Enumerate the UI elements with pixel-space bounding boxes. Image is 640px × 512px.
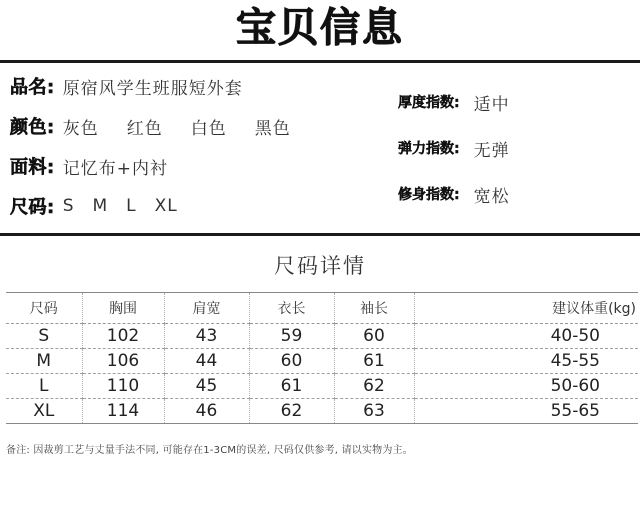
cell-sleeve: 61 xyxy=(334,349,414,374)
table-row xyxy=(6,349,638,374)
cell-length: 62 xyxy=(249,399,334,424)
thickness-label: 厚度指数: xyxy=(398,95,460,111)
cell-chest: 114 xyxy=(82,399,164,424)
page-title: 宝贝信息 xyxy=(236,5,404,51)
elasticity-value: 无弹 xyxy=(473,140,510,161)
cell-shoulder: 43 xyxy=(164,324,249,349)
product-color-row xyxy=(10,114,311,138)
cell-size: S xyxy=(6,324,82,349)
cell-size: XL xyxy=(6,399,82,424)
size-s: S xyxy=(62,196,75,216)
cell-sleeve: 60 xyxy=(334,324,414,349)
thickness-value: 适中 xyxy=(473,94,510,115)
fit-value: 宽松 xyxy=(473,186,510,207)
thickness-row xyxy=(398,90,510,114)
top-divider xyxy=(0,60,640,63)
table-row xyxy=(6,399,638,424)
product-fabric-label: 面料: xyxy=(10,157,55,178)
color-gray: 灰色 xyxy=(62,118,99,139)
product-color-label: 颜色: xyxy=(10,117,55,138)
header-weight: 建议体重(kg) xyxy=(414,293,638,324)
cell-shoulder: 45 xyxy=(164,374,249,399)
size-l: L xyxy=(126,196,137,216)
cell-weight: 40-50 xyxy=(414,324,638,349)
cell-shoulder: 44 xyxy=(164,349,249,374)
table-header-row xyxy=(6,293,638,324)
size-xl: XL xyxy=(154,196,178,216)
size-chart-title: 尺码详情 xyxy=(274,254,366,278)
footnote: 备注: 因裁剪工艺与丈量手法不同, 可能存在1-3CM的误差, 尺码仅供参考, 请以实物为主。 xyxy=(6,445,413,456)
product-name-label: 品名: xyxy=(10,77,55,98)
product-size-label: 尺码: xyxy=(10,197,55,218)
color-red: 红色 xyxy=(126,118,163,139)
cell-length: 61 xyxy=(249,374,334,399)
cell-sleeve: 62 xyxy=(334,374,414,399)
cell-length: 59 xyxy=(249,324,334,349)
fit-row xyxy=(398,182,510,206)
color-black: 黑色 xyxy=(254,118,291,139)
size-m: M xyxy=(92,196,109,216)
cell-chest: 102 xyxy=(82,324,164,349)
cell-size: M xyxy=(6,349,82,374)
header-shoulder: 肩宽 xyxy=(164,293,249,324)
middle-divider xyxy=(0,233,640,236)
product-name-value: 原宿风学生班服短外套 xyxy=(62,78,243,99)
color-white: 白色 xyxy=(190,118,227,139)
product-fabric-row xyxy=(10,154,168,178)
cell-shoulder: 46 xyxy=(164,399,249,424)
fit-label: 修身指数: xyxy=(398,187,460,203)
table-row xyxy=(6,324,638,349)
cell-sleeve: 63 xyxy=(334,399,414,424)
table-row xyxy=(6,374,638,399)
product-name-row xyxy=(10,74,243,98)
cell-weight: 50-60 xyxy=(414,374,638,399)
product-size-row xyxy=(10,194,188,218)
header-size: 尺码 xyxy=(6,293,82,324)
cell-length: 60 xyxy=(249,349,334,374)
header-chest: 胸围 xyxy=(82,293,164,324)
elasticity-row xyxy=(398,136,510,160)
product-fabric-value: 记忆布+内衬 xyxy=(62,158,168,179)
cell-size: L xyxy=(6,374,82,399)
cell-weight: 55-65 xyxy=(414,399,638,424)
header-sleeve: 袖长 xyxy=(334,293,414,324)
cell-chest: 106 xyxy=(82,349,164,374)
cell-chest: 110 xyxy=(82,374,164,399)
header-length: 衣长 xyxy=(249,293,334,324)
size-chart-table xyxy=(6,292,638,424)
elasticity-label: 弹力指数: xyxy=(398,141,460,157)
cell-weight: 45-55 xyxy=(414,349,638,374)
